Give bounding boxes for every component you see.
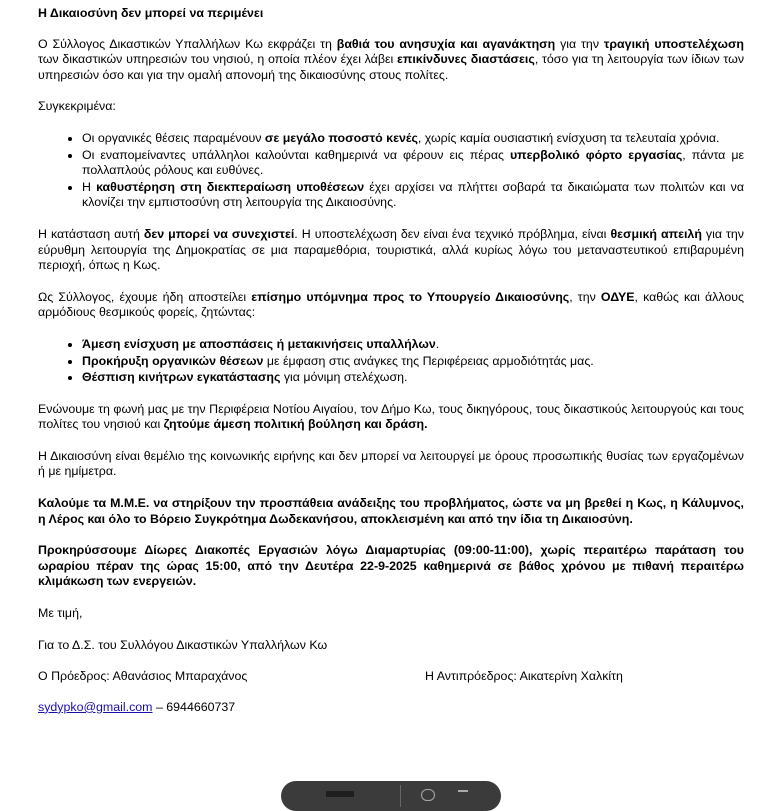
- bold-text: σε μεγάλο ποσοστό κενές: [264, 130, 418, 145]
- text-run: Ενώνουμε τη φωνή μας με την Περιφέρεια Νοτίου Αιγαίου, τον Δήμο Κω, τους δικηγόρους, τους δικαστικούς λειτουργούς και τους πολίτες του νησιού και: [38, 401, 744, 432]
- email-link[interactable]: sydypko@gmail.com: [38, 699, 153, 714]
- text-run: για μόνιμη στελέχωση.: [280, 370, 408, 385]
- paragraph-unite: [38, 402, 744, 433]
- contact-line: [38, 700, 744, 716]
- bold-text: ζητούμε άμεση πολιτική βούληση και δράση.: [163, 417, 428, 432]
- paragraph-strike: [38, 543, 744, 590]
- text-run: .: [435, 336, 440, 351]
- text-run: Η Δικαιοσύνη είναι θεμέλιο της κοινωνικής ειρήνης και δεν μπορεί να λειτουργεί με όρους προσωπικής θυσίας των εργαζομένων ή με ημίμετρα.: [38, 448, 744, 479]
- bold-text: θεσμική απειλή: [610, 226, 702, 241]
- text-run: , καθώς και άλλους αρμόδιους θεσμικούς φορείς, ζητώντας:: [38, 289, 745, 320]
- document-title: Η Δικαιοσύνη δεν μπορεί να περιμένει: [38, 6, 264, 20]
- text-run: έχει αρχίσει να πλήττει σοβαρά τα δικαιώματα των πολιτών και να κλονίζει την εμπιστοσύνη στη λειτουργία της Δικαιοσύνης.: [82, 179, 744, 210]
- toolbar-divider: [400, 785, 401, 807]
- text-run: των δικαστικών υπηρεσιών του νησιού, η οποία πλέον έχει λάβει: [38, 52, 397, 67]
- list-item: [82, 354, 744, 370]
- demands-list: [38, 337, 744, 386]
- closing: Με τιμή,: [38, 606, 83, 621]
- text-run: Ως Σύλλογος, έχουμε ήδη αποστείλει: [38, 289, 252, 304]
- text-run: με έμφαση στις ανάγκες της Περιφέρειας αρμοδιότητάς μας.: [263, 353, 594, 368]
- text-run: , πάντα με πολλαπλούς ρόλους και ευθύνες.: [82, 147, 744, 178]
- text-run: Η κατάσταση αυτή: [38, 226, 144, 241]
- bold-text: Προκηρύσσουμε Δίωρες Διακοπές Εργασιών λόγω Διαμαρτυρίας (09:00-11:00), χωρίς περαιτέρω παράταση του ωραρίου πέραν της ώρας 15:00, από την Δευτέρα 22-9-2025 καθημερινά σε βάθος χρόνου με πιθανή περαιτέρω κλιμάκωση των ενεργειών.: [38, 543, 744, 589]
- bold-text: Καλούμε τα Μ.Μ.Ε. να στηρίξουν την προσπάθεια ανάδειξης του προβλήματος, ώστε να μη βρεθεί η Κως, η Κάλυμνος, η Λέρος και όλο το Βόρειο Συγκρότημα Δωδεκανήσου, αποκλεισμένη και από την ίδια τη Δικαιοσύνη.: [38, 496, 744, 526]
- president-signature: Ο Πρόεδρος: Αθανάσιος Μπαραχάνος: [38, 669, 248, 684]
- bold-text: ΟΔΥΕ: [600, 289, 635, 304]
- bold-text: Προκήρυξη οργανικών θέσεων: [82, 353, 264, 368]
- text-run: Οι εναπομείναντες υπάλληλοι καλούνται καθημερινά να φέρουν εις πέρας: [82, 147, 510, 162]
- text-run: για την: [555, 36, 604, 51]
- bold-text: υπερβολικό φόρτο εργασίας: [509, 147, 683, 162]
- text-run: , τόσο για τη λειτουργία των ίδιων των υπηρεσιών όσο και για την ομαλή απονομή της δικαιοσύνης στους πολίτες.: [38, 52, 745, 82]
- text-run: , χωρίς καμία ουσιαστική ενίσχυση τα τελευταία χρόνια.: [417, 130, 720, 145]
- bold-text: βαθιά του ανησυχία και αγανάκτηση: [336, 36, 556, 51]
- text-run: Ο Σύλλογος Δικαστικών Υπαλλήλων Κω εκφράζει τη: [38, 36, 337, 51]
- floating-toolbar[interactable]: [281, 781, 501, 811]
- text-run: για την εύρυθμη λειτουργία της Δημοκρατίας σε μια παραμεθόρια, τουριστικά, αλλά κυρίως λόγω του μεταναστευτικού επιβαρυμένη περιοχή, όπως η Κως.: [38, 226, 744, 273]
- bold-text: καθυστέρηση στη διεκπεραίωση υποθέσεων: [96, 179, 365, 194]
- list-item: [82, 148, 744, 179]
- page-icon[interactable]: [326, 791, 354, 797]
- minus-icon[interactable]: [458, 790, 468, 792]
- text-run: Η: [82, 179, 97, 194]
- list-item: [82, 180, 744, 211]
- bold-text: επικίνδυνες διαστάσεις: [396, 52, 535, 67]
- text-run: Οι οργανικές θέσεις παραμένουν: [82, 130, 265, 145]
- list-item: [82, 131, 744, 147]
- paragraph-intro: [38, 37, 744, 84]
- paragraph-memo: [38, 290, 744, 321]
- text-run: Συγκεκριμένα:: [38, 99, 116, 114]
- paragraph-media: [38, 496, 744, 527]
- bold-text: τραγική υποστελέχωση: [603, 36, 745, 51]
- bold-text: επίσημο υπόμνημα προς το Υπουργείο Δικαιοσύνης: [251, 289, 570, 304]
- document-body: [38, 6, 744, 715]
- bold-text: Άμεση ενίσχυση με αποσπάσεις ή μετακινήσεις υπαλλήλων: [82, 336, 436, 351]
- search-icon[interactable]: [421, 789, 435, 801]
- paragraph-justice: [38, 449, 744, 480]
- list-item: [82, 370, 744, 386]
- bold-text: δεν μπορεί να συνεχιστεί: [143, 226, 295, 241]
- bold-text: Θέσπιση κινήτρων εγκατάστασης: [82, 370, 281, 385]
- phone-number: – 6944660737: [152, 699, 236, 714]
- text-run: , την: [569, 289, 601, 304]
- organization-line: Για το Δ.Σ. του Συλλόγου Δικαστικών Υπαλλήλων Κω: [38, 637, 328, 652]
- text-run: . Η υποστελέχωση δεν είναι ένα τεχνικό πρόβλημα, είναι: [294, 226, 611, 241]
- vice-president-signature: Η Αντιπρόεδρος: Αικατερίνη Χαλκίτη: [425, 669, 623, 684]
- paragraph-specifically: [38, 99, 744, 115]
- paragraph-situation: [38, 227, 744, 274]
- signatures: [38, 669, 744, 685]
- problems-list: [38, 131, 744, 211]
- list-item: [82, 337, 744, 353]
